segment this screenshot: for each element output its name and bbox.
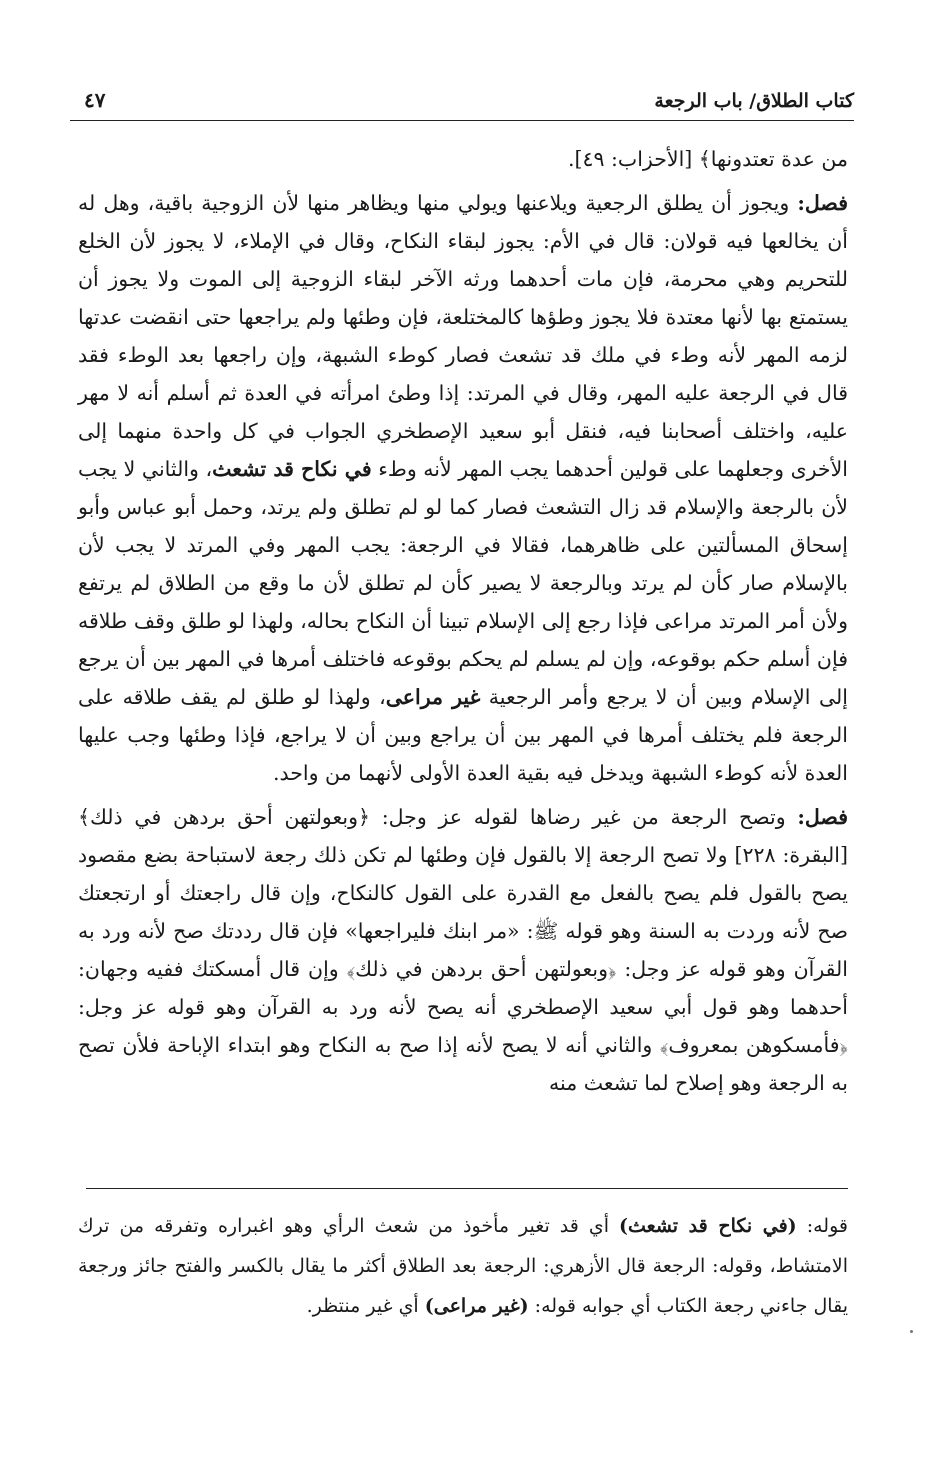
footnote-separator bbox=[86, 1188, 848, 1189]
footnote-segment: أي قد تغير مأخوذ من شعث الرأي وهو اغبراره وتفرقه من ترك الامتشاط، وقوله: الرجعة قال الأزهري: الرجعة بعد الطلاق أكثر ما يقال بالكسر والفتح جائز ورجعة يقال جاءني رجعة الكتاب أي جوابه قوله: bbox=[78, 1215, 848, 1317]
footnote-text bbox=[78, 1206, 848, 1326]
footnote-term: (غير مراعى) bbox=[424, 1295, 529, 1317]
footnote bbox=[78, 1206, 848, 1326]
paragraph-text: من عدة تعتدونها﴾ [الأحزاب: ٤٩]. bbox=[567, 147, 848, 171]
section-label: فصل: bbox=[797, 191, 848, 215]
page-number: ٤٧ bbox=[84, 88, 106, 112]
section-label: فصل: bbox=[797, 805, 848, 829]
paragraph-fasl-1 bbox=[78, 184, 848, 792]
paragraph-text: ويجوز أن يطلق الرجعية ويلاعنها ويولي منها ويظاهر منها لأن الزوجية باقية، وهل له أن يخالعها فيه قولان: قال في الأم: يجوز لبقاء النكاح، وقال في الإملاء، لا يجوز لأن الخلع للتحريم وهي محرمة، فإن مات أحدهما ورثه الآخر لبقاء الزوجية إلى الموت ولا يجوز أن يستمتع بها لأنها معتدة فلا يجوز وطؤها كالمختلعة، فإن وطئها ولم يراجعها حتى انقضت عدتها لزمه المهر لأنه وطء في ملك قد تشعث فصار كوطء الشبهة، وإن راجعها بعد الوطء فقد قال في الرجعة عليه المهر، وقال في المرتد: إذا وطئ امرأته في العدة ثم أسلم أنه لا مهر عليه، واختلف أصحابنا فيه، فنقل أبو سعيد الإصطخري الجواب في كل واحدة منهما إلى الأخرى وجعلهما على قولين أحدهما يجب المهر لأنه وطء bbox=[78, 191, 848, 481]
bold-term: في نكاح قد تشعث bbox=[212, 457, 372, 481]
footnote-segment: أي غير منتظر. bbox=[306, 1295, 425, 1317]
bold-term: غير مراعى bbox=[385, 685, 481, 709]
paragraph-text: وتصح الرجعة من غير رضاها لقوله عز وجل: ﴿وبعولتهن أحق بردهن في ذلك﴾ [البقرة: ٢٢٨] ولا تصح الرجعة إلا بالقول فإن وطئها لم تكن ذلك رجعة لاستباحة بضع مقصود يصح بالقول فلم يصح بالفعل مع القدرة على القول كالنكاح، وإن قال راجعتك أو ارتجعتك صح لأنه وردت به السنة وهو قوله ﷺ: «مر ابنك فليراجعها» فإن قال رددتك صح لأنه ورد به القرآن وهو قوله عز وجل: ﴿وبعولتهن أحق بردهن في ذلك﴾ وإن قال أمسكتك ففيه وجهان: أحدهما وهو قول أبي سعيد الإصطخري أنه يصح لأنه ورد به القرآن وهو قوله عز وجل: ﴿فأمسكوهن بمعروف﴾ والثاني أنه لا يصح لأنه إذا صح به النكاح وهو ابتداء الإباحة فلأن تصح به الرجعة وهو إصلاح لما تشعث منه bbox=[78, 805, 848, 1095]
paragraph-text: ، والثاني لا يجب لأن بالرجعة والإسلام قد زال التشعث فصار كما لو لم تطلق ولم يرتد، وحمل أبو عباس وأبو إسحاق المسألتين على ظاهرهما، فقالا في الرجعة: يجب المهر وفي المرتد لا يجب لأن بالإسلام صار كأن لم يرتد وبالرجعة لا يصير كأن لم تطلق لأن ما وقع من الطلاق لم يرتفع ولأن أمر المرتد مراعى فإذا رجع إلى الإسلام تبينا أن النكاح بحاله، ولهذا لو طلق وقف طلاقه فإن أسلم حكم بوقوعه، وإن لم يسلم لم يحكم بوقوعه فاختلف أمرها في المهر بين أن يرجع إلى الإسلام وبين أن لا يرجع وأمر الرجعية bbox=[78, 457, 848, 709]
main-text bbox=[78, 140, 848, 1102]
paragraph-text: ، ولهذا لو طلق لم يقف طلاقه على الرجعة فلم يختلف أمرها في المهر بين أن يراجع وبين أن لا يراجع، فإذا وطئها وجب عليها العدة لأنه كوطء الشبهة ويدخل فيه بقية العدة الأولى لأنهما من واحد. bbox=[78, 685, 848, 785]
page-header bbox=[70, 88, 854, 121]
footnote-term: (في نكاح قد تشعث) bbox=[619, 1215, 797, 1237]
footnote-segment: قوله: bbox=[796, 1215, 848, 1237]
running-title: كتاب الطلاق/ باب الرجعة bbox=[654, 90, 854, 112]
scan-dot bbox=[910, 1330, 913, 1333]
paragraph-fasl-2 bbox=[78, 798, 848, 1102]
paragraph-continuation bbox=[78, 140, 848, 178]
